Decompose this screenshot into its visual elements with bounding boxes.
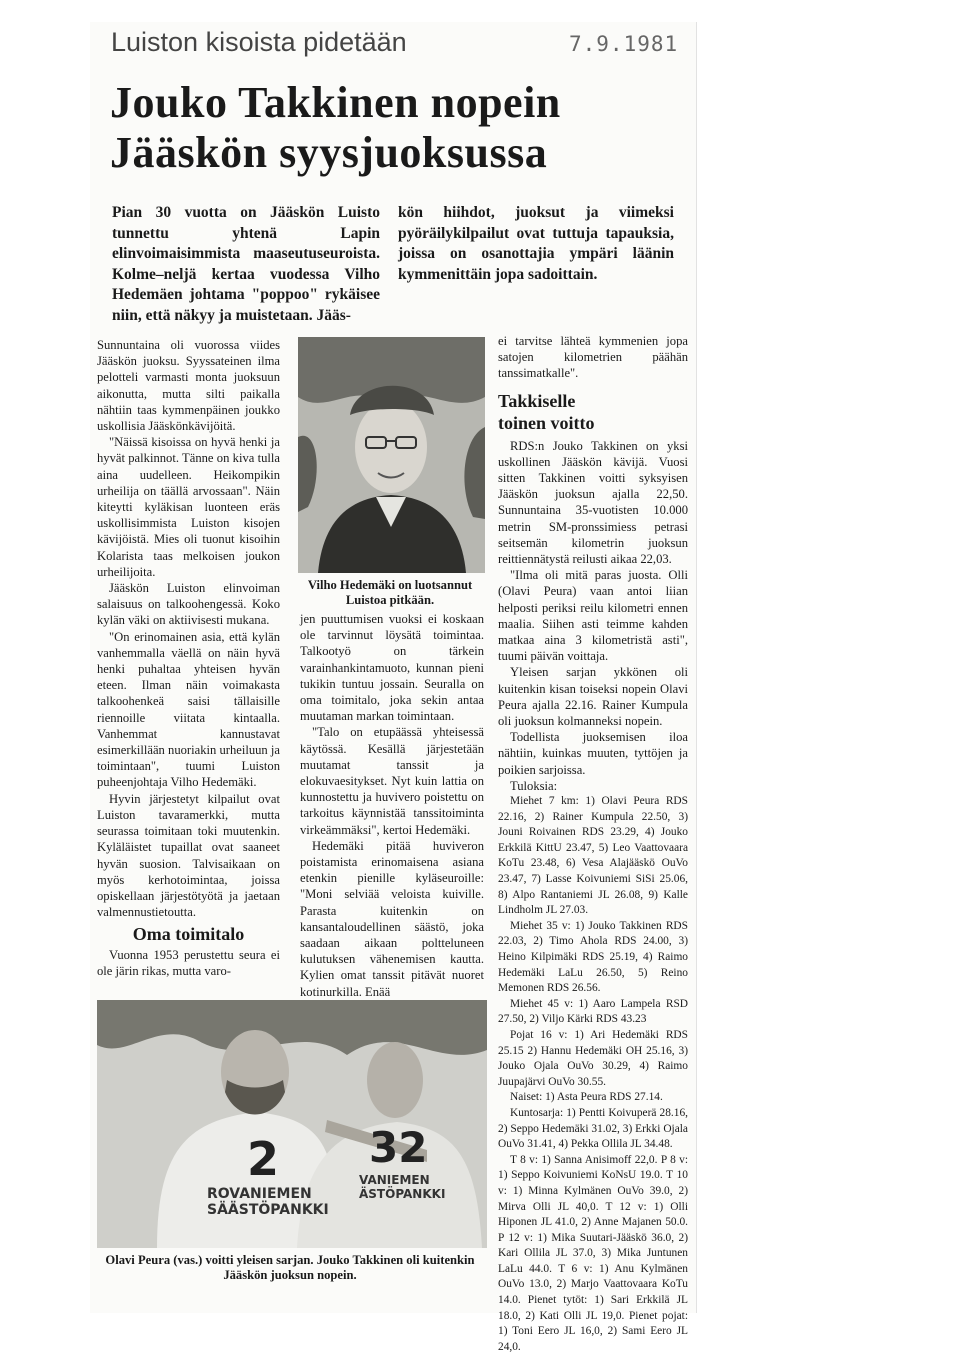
paragraph: "Ilma oli mitä paras juosta. Olli (Olavi Peura) vaan antoi liian helposti periksi reilu kilometri ennen maalia. Siihen asti teimme kahden matkaa aina 3 kilometristä asti", tuumi päivän voittaja.: [498, 568, 688, 664]
publication-date: 7.9.1981: [569, 32, 679, 56]
bib-right: 32: [369, 1123, 428, 1172]
paragraph: "On erinomainen asia, että kylän vanhemmalla väellä on näin hyvä henki puhaltaa yhteisen hyvän eteen. Ilman näin voimakasta talkoohenkeä saisi tällaisille riennoille viitata kintaalla. Vanhemmat kannustavat esimerkillään nuoriakin urheiluun ja toimintaan", tuumi Luiston puheenjohtaja Vilho Hedemäki.: [97, 629, 280, 790]
result-group: Miehet 7 km: 1) Olavi Peura RDS 22.16, 2) Rainer Kumpula 22.50, 3) Jouni Roivainen RDS 23.29, 4) Jouko Erkkilä KittU 23.47, 5) Leo Vaattovaara KoTu 23.48, 6) Vesa Alajääskö OuVo 23.47, 7) Lasse Koivuniemi SiSi 25.06, 8) Alpo Rantaniemi JL 26.08, 9) Kalle Lindholm JL 27.03.: [498, 795, 688, 917]
paragraph: Yleisen sarjan ykkönen oli kuitenkin kisan toiseksi nopein Olavi Peura ajalla 22.16. Rainer Kumpula oli juoksun kolmanneksi nopein.: [498, 665, 688, 729]
paragraph: Hyvin järjestetyt kilpailut ovat Luiston tavaramerkki, mutta seurassa toimitaan toki muutenkin. Kyläläistet tupaillat ovat saaneet hyvän suosion. Talvisaikaan on myös kerhotoimintaa, joissa opiskellaan järjestötyötä ja jaetaan valmennustietoutta.: [97, 791, 280, 920]
result-group: Kuntosarja: 1) Pentti Koivuperä 28.16, 2) Seppo Hedemäki 31.02, 3) Erkki Ojala OuVo 31.41, 4) Pekka Ollila JL 34.48.: [498, 1106, 688, 1151]
headline: [110, 78, 690, 178]
runners-photo: [97, 1000, 487, 1248]
result-group: Miehet 45 v: 1) Aaro Lampela RSD 27.50, 2) Viljo Kärki RDS 43.23: [498, 997, 688, 1026]
lead-left: Pian 30 vuotta on Jääskön Luisto tunnettu yhtenä Lapin elinvoimaisimmista maaseutuseuroista. Kolme–neljä kertaa vuodessa Vilho Hedemäen johtama "poppoo" rykäisee niin, että näkyy ja muistetaan. Jääs-: [112, 204, 380, 324]
headline-line-1: Jouko Takkinen nopein: [110, 78, 561, 127]
paragraph: jen puuttumisen vuoksi ei koskaan ole tarvinnut löysätä toimintaa. Talkootyö on tärkein varainhankintamuoto, kunnan pieni tukikin tuntuu jossain. Seuralla on oma toimitalo, joka sekin antaa muutaman markan toimintaan.: [300, 612, 484, 724]
column-2: [300, 611, 484, 1000]
paragraph: Hedemäki pitää huviveron poistamista erinomaisena asiana etenkin pienille kyläseuroille: "Moni selviää veloista kuiville. Parasta kuitenkin on kansantaloudellinen säästö, joka saadaan aikaan poltteluneen kulutuksen vähenemisen kautta. Kylien omat tanssit pitävät nuoret kotinurkilla. Enää: [300, 838, 484, 999]
paragraph: Vuonna 1953 perustettu seura ei ole järin rikas, mutta varo-: [97, 947, 280, 978]
sponsor-left-1: ROVANIEMEN: [207, 1186, 312, 1202]
subheading-takkiselle: [498, 390, 688, 434]
paragraph: RDS:n Jouko Takkinen on yksi uskollinen Jääskön kävijä. Vuosi sitten Takkinen voitti syksyisen Jääskön juoksun ajalla 22,50. Sunnuntaina 35-vuotisten 10.000 metrin SM-pronssimiess petrasi seitsemän kilometrin juoksun reittiennätystä reilusti aikaa 22,03.: [498, 438, 688, 567]
results-title: Tuloksia:: [510, 778, 558, 793]
paragraph: Sunnuntaina oli vuorossa viides Jääskön juoksu. Syyssateinen ilma pelotteli varmasti monta juoksuun aikonutta, mutta silti paikalla nähtiin taas kymmenpäinen joukko uskollisia Jääskönkävijöitä.: [97, 338, 280, 434]
paragraph: "Talo on etupäässä yhteisessä käytössä. Kesällä järjestetään muutamat tanssit ja elokuvaesitykset. Nyt kuin lattia on kunnostettu ja huvivero poistettu on tarkoitus käynnistää tanssitoiminta virkeämmäksi", kertoi Hedemäki.: [300, 725, 484, 837]
portrait-photo: [298, 337, 485, 573]
runners-image: [97, 1000, 487, 1248]
paragraph: Todellista juoksemisen iloa nähtiin, kuinkas muuten, tyttöjen ja poikien sarjoissa.: [498, 730, 688, 777]
result-group: Pojat 16 v: 1) Ari Hedemäki RDS 25.15 2) Hannu Hedemäki OH 25.16, 3) Jouko Ojala OuVo 30.29, 4) Raimo Juupajärvi OuVo 30.55.: [498, 1028, 688, 1088]
subheading-oma-toimitalo: Oma toimitalo: [132, 924, 245, 945]
sponsor-right-1: VANIEMEN: [359, 1173, 430, 1187]
portrait-caption: Vilho Hedemäki on luotsannut Luistoa pitkään.: [307, 578, 473, 607]
subheading-line-1: Takkiselle: [498, 390, 576, 411]
column-3: [498, 333, 688, 1355]
result-group: Naiset: 1) Asta Peura RDS 27.14.: [510, 1091, 663, 1104]
paragraph: ei tarvitse lähteä kymmenien jopa satojen kilometrien päähän tanssimatkalle".: [498, 334, 688, 381]
runners-caption: Olavi Peura (vas.) voitti yleisen sarjan. Jouko Takkinen oli kuitenkin Jääskön juoksun nopein.: [105, 1253, 475, 1282]
bib-left: 2: [247, 1132, 280, 1186]
lead-right: kön hiihdot, juoksut ja viimeksi pyöräilykilpailut ovat tuttuja tapauksia, joissa on osanottajia ympäri läänin kymmenittäin jopa sadoittain.: [398, 204, 674, 283]
subheading-line-2: toinen voitto: [498, 412, 595, 433]
section-title: Luiston kisoista pidetään: [111, 27, 407, 57]
result-group: Miehet 35 v: 1) Jouko Takkinen RDS 22.03, 2) Timo Ahola RDS 24.00, 3) Heino Kilpimäki RDS 25.19, 4) Raimo Hedemäki LaLu 26.50, 5) Reino Memonen RDS 26.56.: [498, 919, 688, 995]
headline-line-2: Jääskön syysjuoksussa: [110, 128, 548, 177]
paragraph: Jääskön Luiston elinvoiman salaisuus on talkoohengessä. Koko kylän väki on aktiivisesti mukana.: [97, 581, 280, 628]
column-1: [97, 337, 280, 979]
result-group: T 8 v: 1) Sanna Anisimoff 22,0. P 8 v: 1) Seppo Koivuniemi KoNsU 19.0. T 10 v: 1) Minna Kylmänen OuVo 39.0, 2) Mirva Olli JL 40,0. T 12 v: 1) Olli Hiponen JL 41.0, 2) Anne Majanen 50.0. P 12 v: 1) Mika Suutari-Jääskö 36.0, 2) Kari Ollila JL 37.0, 3) Mika Juntunen LaLu 44.0. T 6 v: 1) Anu Kylmänen OuVo 13.0, 2) Marjo Vaattovaara KoTu 14.0. Pienet tytöt: 1) Sari Erkkilä JL 18.0, 2) Kati Olli JL 19,0. Pienet pojat: 1) Toni Eero JL 16,0, 2) Sami Eero JL 24,0.: [498, 1153, 688, 1353]
portrait-image: [298, 337, 485, 573]
paragraph: "Näissä kisoissa on hyvä henki ja hyvät palkinnot. Tänne on kiva tulla aina uudelleen. Heikompikin urheilija on täällä arvossaan". Näin kiteytti kyläkisan luonteen eräs uskollisimmista Luiston kisojen kävijöistä. Mies oli tuonut kisoihin Kolarista taas melkoisen joukon urheilijoita.: [97, 435, 280, 579]
sponsor-right-2: ÄSTÖPANKKI: [359, 1187, 446, 1201]
sponsor-left-2: SÄÄSTÖPANKKI: [207, 1202, 329, 1218]
results-list: [498, 794, 688, 1355]
